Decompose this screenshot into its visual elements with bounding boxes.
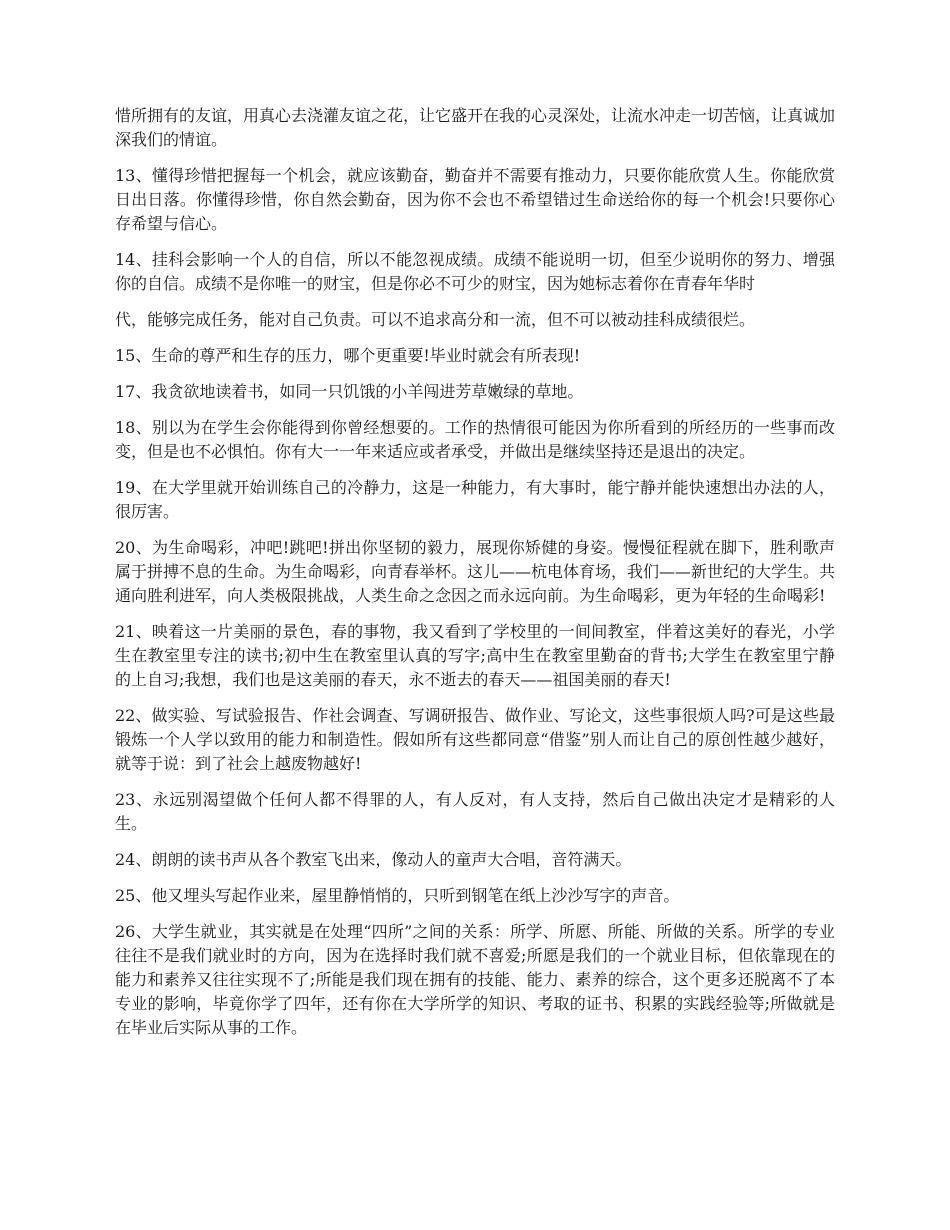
paragraph: 13、懂得珍惜把握每一个机会，就应该勤奋，勤奋并不需要有推动力，只要你能欣赏人生。你能欣赏日出日落。你懂得珍惜，你自然会勤奋，因为你不会也不希望错过生命送给你的每一个机会!只要你心存希望与信心。 <box>115 166 835 233</box>
paragraph: 22、做实验、写试验报告、作社会调查、写调研报告、做作业、写论文，这些事很烦人吗?可是这些最锻炼一个人学以致用的能力和制造性。假如所有这些都同意“借鉴”别人而让自己的原创性越少越好，就等于说：到了社会上越废物越好! <box>115 706 835 773</box>
paragraph: 21、映着这一片美丽的景色，春的事物，我又看到了学校里的一间间教室，伴着这美好的春光，小学生在教室里专注的读书;初中生在教室里认真的写字;高中生在教室里勤奋的背书;大学生在教室里宁静的上自习;我想，我们也是这美丽的春天，永不逝去的春天——祖国美丽的春天! <box>115 622 835 689</box>
paragraph: 25、他又埋头写起作业来，屋里静悄悄的，只听到钢笔在纸上沙沙写字的声音。 <box>115 886 680 905</box>
paragraph: 14、挂科会影响一个人的自信，所以不能忽视成绩。成绩不能说明一切，但至少说明你的努力、增强你的自信。成绩不是你唯一的财宝，但是你必不可少的财宝，因为她标志着你在青春年华时 <box>115 250 835 293</box>
paragraph: 惜所拥有的友谊，用真心去浇灌友谊之花，让它盛开在我的心灵深处，让流水冲走一切苦恼，让真诚加深我们的情谊。 <box>115 106 836 149</box>
document-body <box>115 104 835 1052</box>
paragraph: 24、朗朗的读书声从各个教室飞出来，像动人的童声大合唱，音符满天。 <box>115 850 632 869</box>
paragraph: 18、别以为在学生会你能得到你曾经想要的。工作的热情很可能因为你所看到的所经历的一些事而改变，但是也不必惧怕。你有大一一年来适应或者承受，并做出是继续坚持还是退出的决定。 <box>115 418 835 461</box>
paragraph: 23、永远别渴望做个任何人都不得罪的人，有人反对，有人支持，然后自己做出决定才是精彩的人生。 <box>115 790 835 833</box>
paragraph: 20、为生命喝彩，冲吧!跳吧!拼出你坚韧的毅力，展现你矫健的身姿。慢慢征程就在脚下，胜利歌声属于拼搏不息的生命。为生命喝彩，向青春举杯。这儿——杭电体育场，我们——新世纪的大学生。共通向胜利进军，向人类极限挑战，人类生命之念因之而永远向前。为生命喝彩，更为年轻的生命喝彩! <box>115 538 836 605</box>
paragraph: 代，能够完成任务，能对自己负责。可以不追求高分和一流，但不可以被动挂科成绩很烂。 <box>115 310 756 329</box>
paragraph: 19、在大学里就开始训练自己的冷静力，这是一种能力，有大事时，能宁静并能快速想出办法的人，很厉害。 <box>115 478 835 521</box>
paragraph: 15、生命的尊严和生存的压力，哪个更重要!毕业时就会有所表现! <box>115 346 581 365</box>
paragraph: 26、大学生就业，其实就是在处理“四所”之间的关系：所学、所愿、所能、所做的关系。所学的专业往往不是我们就业时的方向，因为在选择时我们就不喜爱;所愿是我们的一个就业目标，但依靠现在的能力和素养又往往实现不了;所能是我们现在拥有的技能、能力、素养的综合，这个更多还脱离不了本专业的影响，毕竟你学了四年，还有你在大学所学的知识、考取的证书、积累的实践经验等;所做就是在毕业后实际从事的工作。 <box>115 922 835 1037</box>
paragraph: 17、我贪欲地读着书，如同一只饥饿的小羊闯进芳草嫩绿的草地。 <box>115 382 584 401</box>
